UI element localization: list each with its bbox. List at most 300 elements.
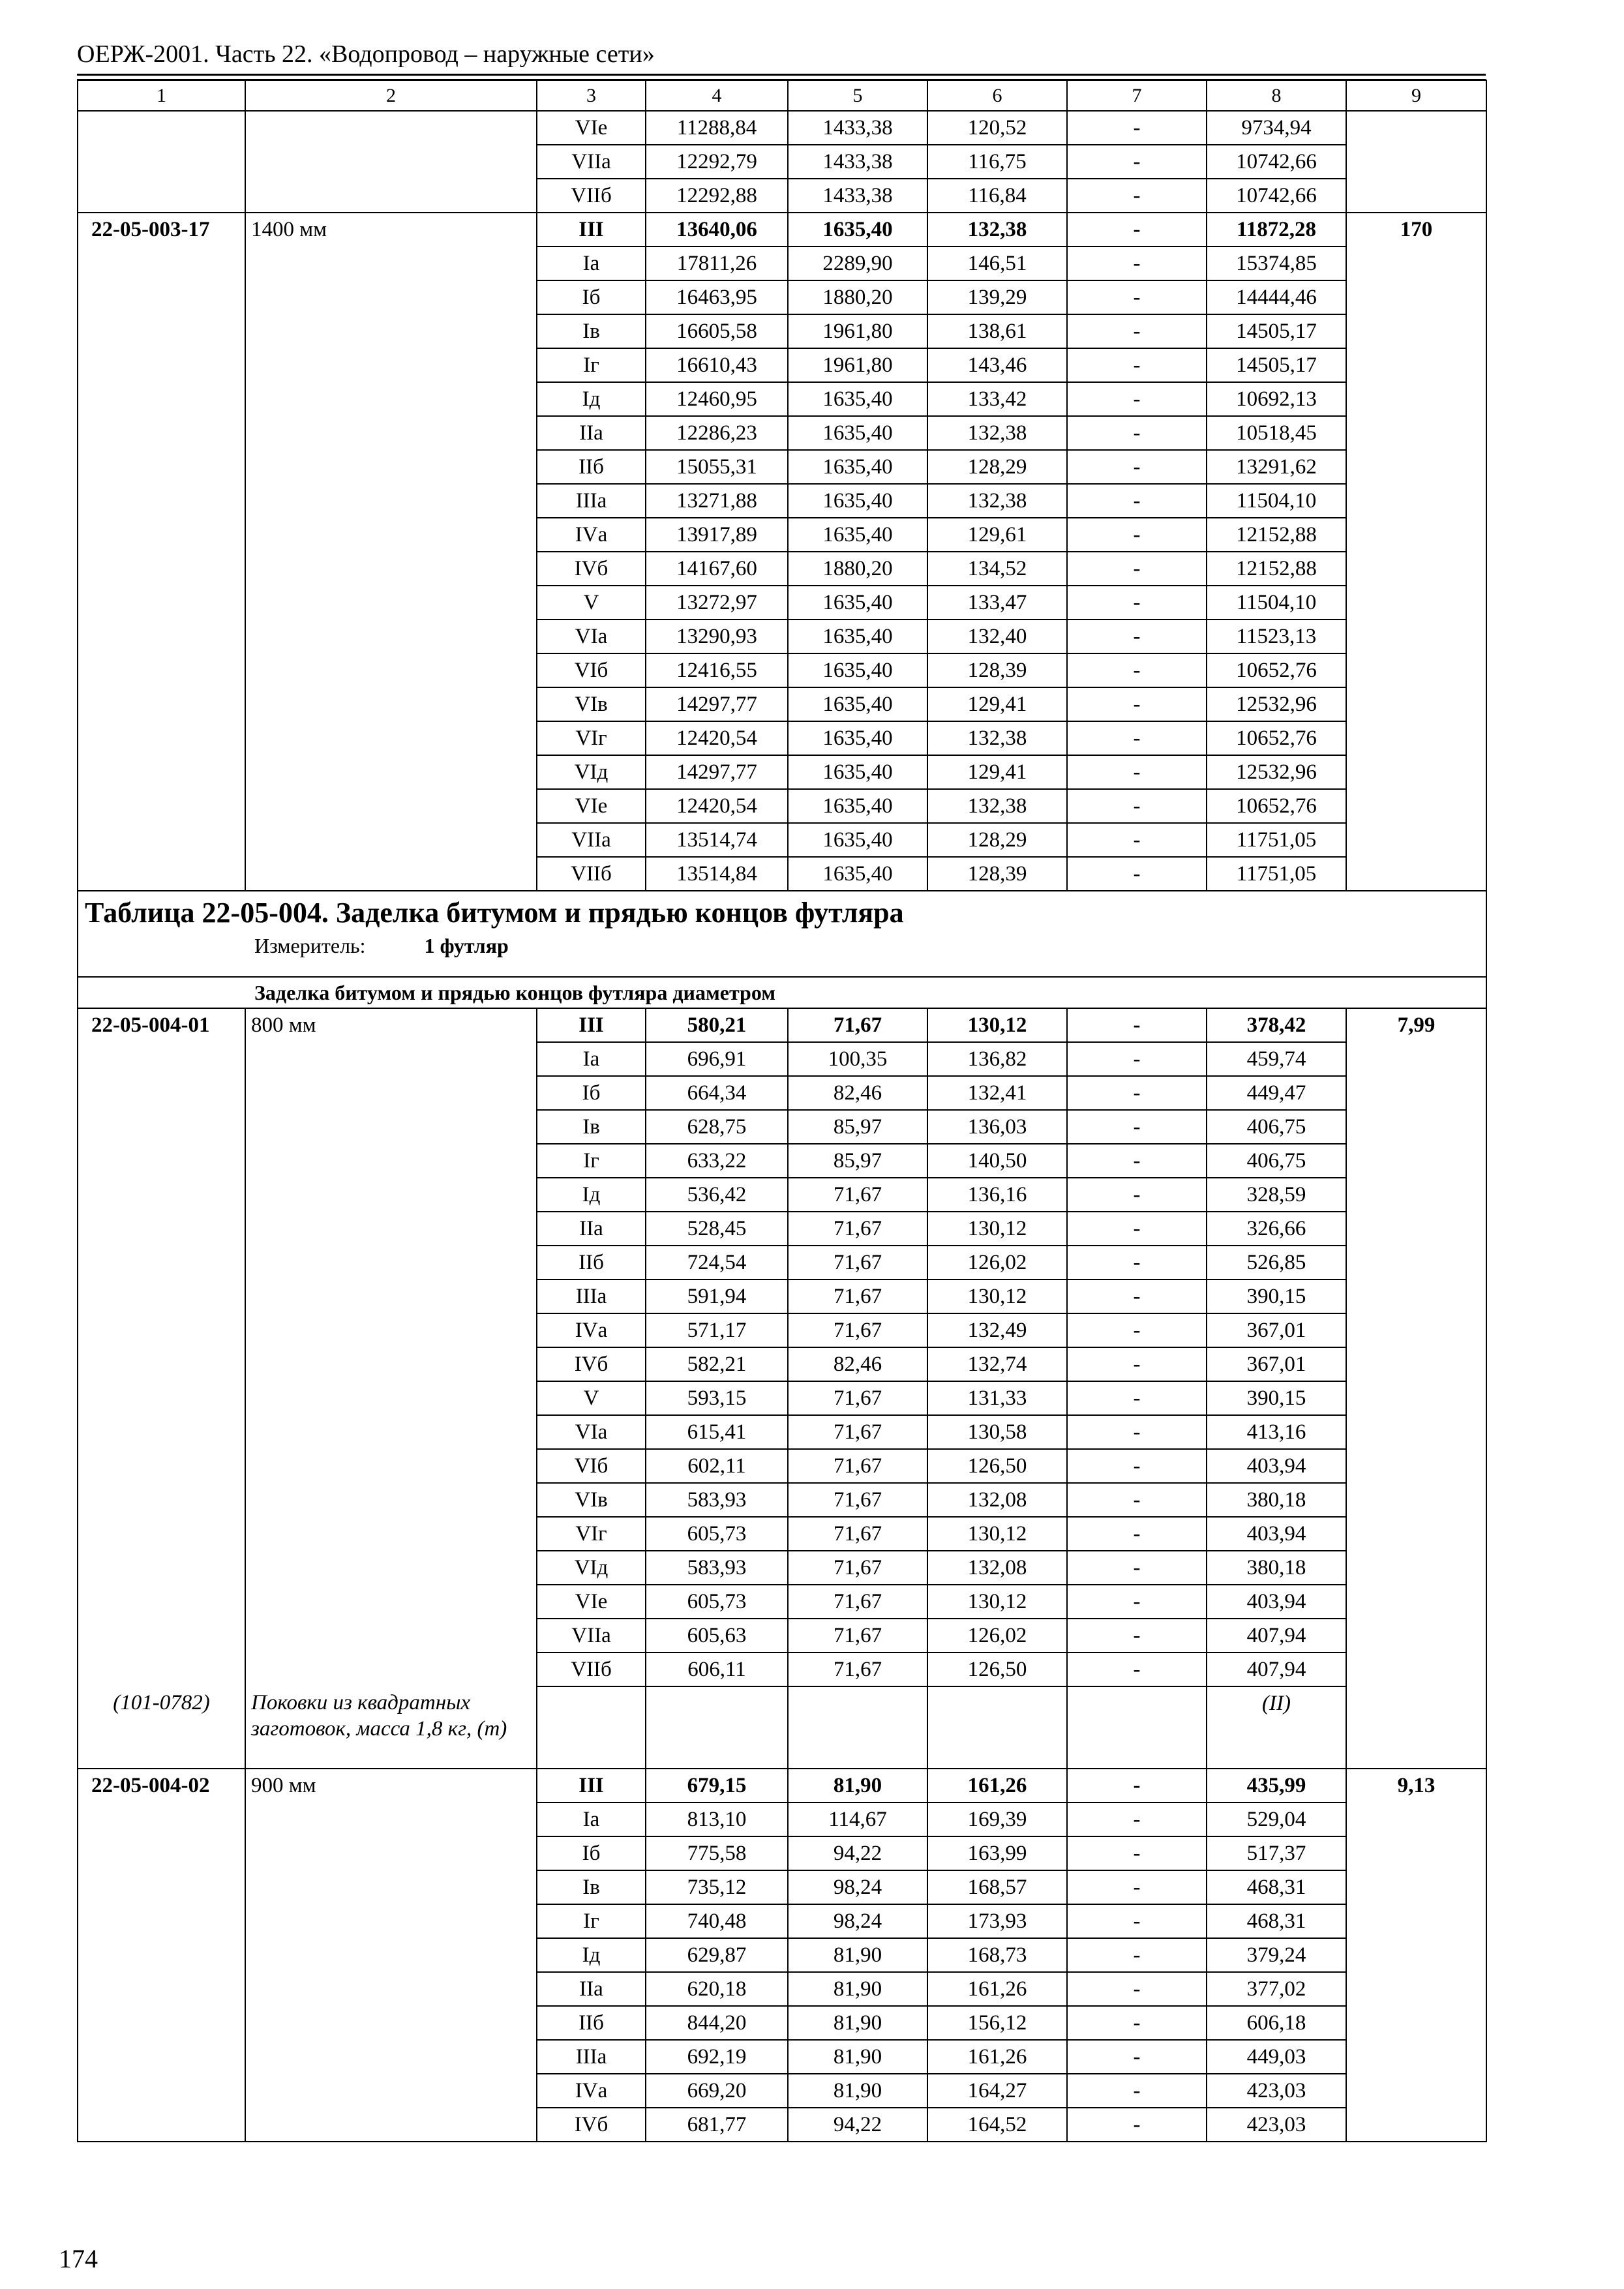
value-cell: 536,42 xyxy=(646,1178,788,1212)
code-cell xyxy=(78,1870,245,1904)
value-cell: - xyxy=(1067,518,1207,552)
code-cell xyxy=(78,382,245,416)
value-cell: 1635,40 xyxy=(788,586,927,620)
value-cell: 1961,80 xyxy=(788,314,927,348)
table-row xyxy=(78,789,1486,823)
name-cell xyxy=(245,1870,537,1904)
value-cell: 116,84 xyxy=(927,179,1067,213)
col9-cell xyxy=(1346,348,1486,382)
code-cell xyxy=(78,2006,245,2040)
value-cell: - xyxy=(1067,1836,1207,1870)
value-cell: 94,22 xyxy=(788,2108,927,2142)
measure-line xyxy=(85,929,1479,962)
zone-cell: IIа xyxy=(537,1972,646,2006)
value-cell: 10742,66 xyxy=(1207,179,1346,213)
col9-cell xyxy=(1346,1246,1486,1279)
col9-cell xyxy=(1346,1585,1486,1619)
name-cell xyxy=(245,1076,537,1110)
code-cell xyxy=(78,1449,245,1483)
column-number: 1 xyxy=(78,80,245,111)
code-cell xyxy=(78,1483,245,1517)
col9-cell xyxy=(1346,1042,1486,1076)
code-cell xyxy=(78,2108,245,2142)
column-number: 4 xyxy=(646,80,788,111)
value-cell: 1635,40 xyxy=(788,450,927,484)
table-row xyxy=(78,823,1486,857)
value-cell: - xyxy=(1067,247,1207,280)
table-row xyxy=(78,179,1486,213)
zone-cell: VIе xyxy=(537,789,646,823)
value-cell: 71,67 xyxy=(788,1483,927,1517)
value-cell: 136,03 xyxy=(927,1110,1067,1144)
value-cell: 71,67 xyxy=(788,1449,927,1483)
table-row xyxy=(78,1449,1486,1483)
value-cell: 16610,43 xyxy=(646,348,788,382)
name-cell xyxy=(245,2040,537,2074)
table-row xyxy=(78,857,1486,891)
column-number: 7 xyxy=(1067,80,1207,111)
col9-cell xyxy=(1346,1449,1486,1483)
value-cell: 1635,40 xyxy=(788,620,927,653)
zone-cell: VIIб xyxy=(537,857,646,891)
value-cell: - xyxy=(1067,1653,1207,1686)
value-cell: 130,12 xyxy=(927,1585,1067,1619)
col9-cell xyxy=(1346,1551,1486,1585)
value-cell: 164,52 xyxy=(927,2108,1067,2142)
zone-cell: VIе xyxy=(537,1585,646,1619)
value-cell: - xyxy=(1067,280,1207,314)
value-cell: 11288,84 xyxy=(646,111,788,145)
col9-cell xyxy=(1346,721,1486,755)
value-cell: 1433,38 xyxy=(788,145,927,179)
value-cell: 13271,88 xyxy=(646,484,788,518)
value-cell: 413,16 xyxy=(1207,1415,1346,1449)
value-cell: 681,77 xyxy=(646,2108,788,2142)
table-row xyxy=(78,653,1486,687)
value-cell: 71,67 xyxy=(788,1415,927,1449)
code-cell xyxy=(78,1313,245,1347)
table-row xyxy=(78,1178,1486,1212)
value-cell: 168,57 xyxy=(927,1870,1067,1904)
column-number: 9 xyxy=(1346,80,1486,111)
value-cell: 423,03 xyxy=(1207,2074,1346,2108)
col9-cell xyxy=(1346,1653,1486,1686)
name-cell: 1400 мм xyxy=(245,213,537,247)
value-cell: 593,15 xyxy=(646,1381,788,1415)
name-cell xyxy=(245,1585,537,1619)
value-cell: 126,50 xyxy=(927,1653,1067,1686)
value-cell: 100,35 xyxy=(788,1042,927,1076)
value-cell: 82,46 xyxy=(788,1347,927,1381)
table-row xyxy=(78,213,1486,247)
table-row xyxy=(78,1653,1486,1686)
value-cell: 168,73 xyxy=(927,1938,1067,1972)
name-cell xyxy=(245,1178,537,1212)
value-cell: - xyxy=(1067,586,1207,620)
value-cell: - xyxy=(1067,1110,1207,1144)
zone-cell: IIб xyxy=(537,1246,646,1279)
value-cell: 1433,38 xyxy=(788,179,927,213)
name-cell xyxy=(245,416,537,450)
value-cell: 140,50 xyxy=(927,1144,1067,1178)
name-cell xyxy=(245,1483,537,1517)
code-cell xyxy=(78,2040,245,2074)
name-cell xyxy=(245,1551,537,1585)
value-cell: 85,97 xyxy=(788,1110,927,1144)
table-row xyxy=(78,1212,1486,1246)
table-row xyxy=(78,1415,1486,1449)
col9-cell xyxy=(1346,382,1486,416)
code-cell xyxy=(78,145,245,179)
value-cell: 10518,45 xyxy=(1207,416,1346,450)
col9-cell xyxy=(1346,1686,1486,1769)
code-cell xyxy=(78,1619,245,1653)
value-cell: 1635,40 xyxy=(788,823,927,857)
col9-cell xyxy=(1346,1619,1486,1653)
table-row xyxy=(78,1769,1486,1803)
zone-cell: VIг xyxy=(537,1517,646,1551)
value-cell: 13290,93 xyxy=(646,620,788,653)
value-cell: 12152,88 xyxy=(1207,552,1346,586)
value-cell: 16605,58 xyxy=(646,314,788,348)
table-row xyxy=(78,1347,1486,1381)
code-cell xyxy=(78,1653,245,1686)
code-cell: 22-05-004-02 xyxy=(78,1769,245,1803)
zone-cell: Iб xyxy=(537,280,646,314)
value-cell: 582,21 xyxy=(646,1347,788,1381)
value-cell: 775,58 xyxy=(646,1836,788,1870)
value-cell: - xyxy=(1067,1313,1207,1347)
name-cell xyxy=(245,145,537,179)
name-cell xyxy=(245,823,537,857)
value-cell: 12286,23 xyxy=(646,416,788,450)
value-cell: 583,93 xyxy=(646,1483,788,1517)
zone-cell: Iд xyxy=(537,1938,646,1972)
value-cell: 71,67 xyxy=(788,1178,927,1212)
resource-name: Поковки из квадратных заготовок, масса 1,8 кг, (т) xyxy=(245,1686,537,1769)
code-cell xyxy=(78,2074,245,2108)
value-cell: - xyxy=(1067,1212,1207,1246)
value-cell: 10652,76 xyxy=(1207,721,1346,755)
value-cell: 130,12 xyxy=(927,1212,1067,1246)
value-cell: 664,34 xyxy=(646,1076,788,1110)
value-cell: 407,94 xyxy=(1207,1619,1346,1653)
name-cell: 900 мм xyxy=(245,1769,537,1803)
value-cell: 71,67 xyxy=(788,1246,927,1279)
value-cell: - xyxy=(1067,687,1207,721)
zone-cell: VIд xyxy=(537,755,646,789)
code-cell xyxy=(78,653,245,687)
zone-cell: III xyxy=(537,1008,646,1042)
name-cell xyxy=(245,1381,537,1415)
value-cell: - xyxy=(1067,2006,1207,2040)
table-title-row xyxy=(78,891,1486,977)
name-cell xyxy=(245,348,537,382)
table-row xyxy=(78,145,1486,179)
value-cell: 602,11 xyxy=(646,1449,788,1483)
value-cell: 1635,40 xyxy=(788,518,927,552)
value-cell: 129,41 xyxy=(927,755,1067,789)
code-cell xyxy=(78,416,245,450)
header-rule xyxy=(77,74,1486,76)
value-cell: 130,58 xyxy=(927,1415,1067,1449)
measure-value: 1 футляр xyxy=(424,934,509,957)
table-row xyxy=(78,620,1486,653)
name-cell xyxy=(245,1212,537,1246)
table-row xyxy=(78,552,1486,586)
value-cell: 14297,77 xyxy=(646,687,788,721)
value-cell: 606,11 xyxy=(646,1653,788,1686)
zone-cell: VIе xyxy=(537,111,646,145)
value-cell: 328,59 xyxy=(1207,1178,1346,1212)
table-row xyxy=(78,586,1486,620)
name-cell xyxy=(245,1803,537,1836)
value-cell: 129,41 xyxy=(927,687,1067,721)
code-cell xyxy=(78,1042,245,1076)
value-cell: 146,51 xyxy=(927,247,1067,280)
value-cell: 120,52 xyxy=(927,111,1067,145)
value-cell: 1635,40 xyxy=(788,721,927,755)
value-cell: 71,67 xyxy=(788,1653,927,1686)
name-cell xyxy=(245,2006,537,2040)
table-row xyxy=(78,1483,1486,1517)
value-cell: - xyxy=(1067,314,1207,348)
value-cell: 130,12 xyxy=(927,1008,1067,1042)
value-cell: - xyxy=(1067,620,1207,653)
value-cell: 9734,94 xyxy=(1207,111,1346,145)
value-cell: 517,37 xyxy=(1207,1836,1346,1870)
zone-cell: VIIб xyxy=(537,179,646,213)
value-cell: 13272,97 xyxy=(646,586,788,620)
value-cell: 85,97 xyxy=(788,1144,927,1178)
value-cell: - xyxy=(1067,1008,1207,1042)
table-row xyxy=(78,721,1486,755)
name-cell xyxy=(245,1144,537,1178)
zone-cell: VIв xyxy=(537,1483,646,1517)
value-cell: 633,22 xyxy=(646,1144,788,1178)
value-cell: 128,29 xyxy=(927,450,1067,484)
value-cell: 13640,06 xyxy=(646,213,788,247)
value-cell: 130,12 xyxy=(927,1517,1067,1551)
value-cell: 390,15 xyxy=(1207,1279,1346,1313)
value-cell: 126,02 xyxy=(927,1619,1067,1653)
col9-cell xyxy=(1346,653,1486,687)
value-cell: 10692,13 xyxy=(1207,382,1346,416)
name-cell xyxy=(245,1653,537,1686)
value-cell: 98,24 xyxy=(788,1870,927,1904)
table-row xyxy=(78,755,1486,789)
value-cell: 81,90 xyxy=(788,2040,927,2074)
table-subtitle: Заделка битумом и прядью концов футляра диаметром xyxy=(78,977,1486,1008)
value-cell: 128,39 xyxy=(927,653,1067,687)
zone-cell: IIа xyxy=(537,1212,646,1246)
col9-cell xyxy=(1346,111,1486,145)
name-cell xyxy=(245,314,537,348)
col9-cell xyxy=(1346,1381,1486,1415)
value-cell: - xyxy=(1067,552,1207,586)
value-cell: 132,38 xyxy=(927,484,1067,518)
table-row xyxy=(78,1904,1486,1938)
value-cell: 380,18 xyxy=(1207,1483,1346,1517)
code-cell xyxy=(78,1517,245,1551)
value-cell: - xyxy=(1067,1972,1207,2006)
value-cell: 132,38 xyxy=(927,789,1067,823)
value-cell: - xyxy=(1067,1144,1207,1178)
value-cell: 1635,40 xyxy=(788,416,927,450)
col9-cell xyxy=(1346,280,1486,314)
value-cell: 390,15 xyxy=(1207,1381,1346,1415)
zone-cell: Iа xyxy=(537,247,646,280)
value-cell: 114,67 xyxy=(788,1803,927,1836)
value-cell: - xyxy=(1067,1178,1207,1212)
table-row xyxy=(78,1585,1486,1619)
value-cell: 98,24 xyxy=(788,1904,927,1938)
code-cell xyxy=(78,1279,245,1313)
value-cell: 735,12 xyxy=(646,1870,788,1904)
col9-cell xyxy=(1346,1110,1486,1144)
value-cell: 136,82 xyxy=(927,1042,1067,1076)
value-cell: 71,67 xyxy=(788,1619,927,1653)
value-cell: - xyxy=(1067,653,1207,687)
table-row xyxy=(78,687,1486,721)
value-cell: 11523,13 xyxy=(1207,620,1346,653)
value-cell: - xyxy=(1067,1449,1207,1483)
zone-cell: Iг xyxy=(537,1904,646,1938)
value-cell: 81,90 xyxy=(788,1972,927,2006)
name-cell xyxy=(245,518,537,552)
value-cell: 132,08 xyxy=(927,1483,1067,1517)
value-cell: - xyxy=(1067,789,1207,823)
value-cell: 423,03 xyxy=(1207,2108,1346,2142)
value-cell: 580,21 xyxy=(646,1008,788,1042)
value-cell: 669,20 xyxy=(646,2074,788,2108)
code-cell xyxy=(78,1585,245,1619)
value-cell: - xyxy=(1067,1585,1207,1619)
col9-cell xyxy=(1346,1972,1486,2006)
table-row xyxy=(78,1619,1486,1653)
name-cell xyxy=(245,789,537,823)
col9-cell xyxy=(1346,518,1486,552)
col9-cell: 170 xyxy=(1346,213,1486,247)
value-cell: 403,94 xyxy=(1207,1449,1346,1483)
value-cell: - xyxy=(1067,1347,1207,1381)
value-cell: 129,61 xyxy=(927,518,1067,552)
resource-note-row xyxy=(78,1686,1486,1769)
value-cell: 679,15 xyxy=(646,1769,788,1803)
code-cell xyxy=(78,1144,245,1178)
value-cell: 449,47 xyxy=(1207,1076,1346,1110)
value-cell: 406,75 xyxy=(1207,1110,1346,1144)
value-cell: 13514,84 xyxy=(646,857,788,891)
value-cell: 10652,76 xyxy=(1207,653,1346,687)
value-cell: - xyxy=(1067,1042,1207,1076)
value-cell: 1635,40 xyxy=(788,213,927,247)
value-cell: 628,75 xyxy=(646,1110,788,1144)
value-cell: - xyxy=(1067,1904,1207,1938)
code-cell: 22-05-003-17 xyxy=(78,213,245,247)
value-cell: 615,41 xyxy=(646,1415,788,1449)
col9-cell: 7,99 xyxy=(1346,1008,1486,1042)
table-row xyxy=(78,450,1486,484)
zone-cell: VIд xyxy=(537,1551,646,1585)
value-cell: - xyxy=(1067,1517,1207,1551)
table-row xyxy=(78,1938,1486,1972)
value-cell: 1433,38 xyxy=(788,111,927,145)
col9-cell xyxy=(1346,1803,1486,1836)
code-cell xyxy=(78,518,245,552)
value-cell: 132,40 xyxy=(927,620,1067,653)
col9-cell xyxy=(1346,1178,1486,1212)
value-cell: 449,03 xyxy=(1207,2040,1346,2074)
zone-cell: V xyxy=(537,1381,646,1415)
value-cell: 724,54 xyxy=(646,1246,788,1279)
value-cell: 1635,40 xyxy=(788,484,927,518)
zone-cell: III xyxy=(537,1769,646,1803)
value-cell: - xyxy=(1067,1551,1207,1585)
code-cell xyxy=(78,1551,245,1585)
code-cell xyxy=(78,314,245,348)
code-cell: 22-05-004-01 xyxy=(78,1008,245,1042)
name-cell xyxy=(245,1110,537,1144)
value-cell: 13514,74 xyxy=(646,823,788,857)
col9-cell xyxy=(1346,789,1486,823)
value-cell: - xyxy=(1067,857,1207,891)
code-cell xyxy=(78,552,245,586)
col9-cell xyxy=(1346,247,1486,280)
col9-cell xyxy=(1346,484,1486,518)
value-cell: 132,74 xyxy=(927,1347,1067,1381)
value-cell: 71,67 xyxy=(788,1313,927,1347)
name-cell xyxy=(245,552,537,586)
col9-cell xyxy=(1346,857,1486,891)
table-row xyxy=(78,1076,1486,1110)
code-cell xyxy=(78,789,245,823)
value-cell: 435,99 xyxy=(1207,1769,1346,1803)
zone-cell: VIIа xyxy=(537,1619,646,1653)
col9-cell xyxy=(1346,145,1486,179)
value-cell: 143,46 xyxy=(927,348,1067,382)
name-cell xyxy=(245,382,537,416)
table-row xyxy=(78,2074,1486,2108)
zone-cell: VIа xyxy=(537,620,646,653)
code-cell xyxy=(78,1904,245,1938)
code-cell xyxy=(78,450,245,484)
code-cell xyxy=(78,1076,245,1110)
col9-cell xyxy=(1346,1517,1486,1551)
value-cell: 13917,89 xyxy=(646,518,788,552)
value-cell: 692,19 xyxy=(646,2040,788,2074)
code-cell xyxy=(78,348,245,382)
column-number: 5 xyxy=(788,80,927,111)
value-cell: 12460,95 xyxy=(646,382,788,416)
table-row xyxy=(78,1144,1486,1178)
zone-cell: Iб xyxy=(537,1076,646,1110)
value-cell: 81,90 xyxy=(788,2006,927,2040)
value-cell: 71,67 xyxy=(788,1381,927,1415)
value-cell: 1635,40 xyxy=(788,653,927,687)
code-cell xyxy=(78,1110,245,1144)
value-cell: 12532,96 xyxy=(1207,687,1346,721)
name-cell xyxy=(245,721,537,755)
name-cell xyxy=(245,1517,537,1551)
value-cell: - xyxy=(1067,1415,1207,1449)
value-cell: 11504,10 xyxy=(1207,586,1346,620)
value-cell: - xyxy=(1067,1483,1207,1517)
value-cell: 132,38 xyxy=(927,213,1067,247)
value-cell: 11751,05 xyxy=(1207,857,1346,891)
value-cell: 133,42 xyxy=(927,382,1067,416)
table-row xyxy=(78,1972,1486,2006)
